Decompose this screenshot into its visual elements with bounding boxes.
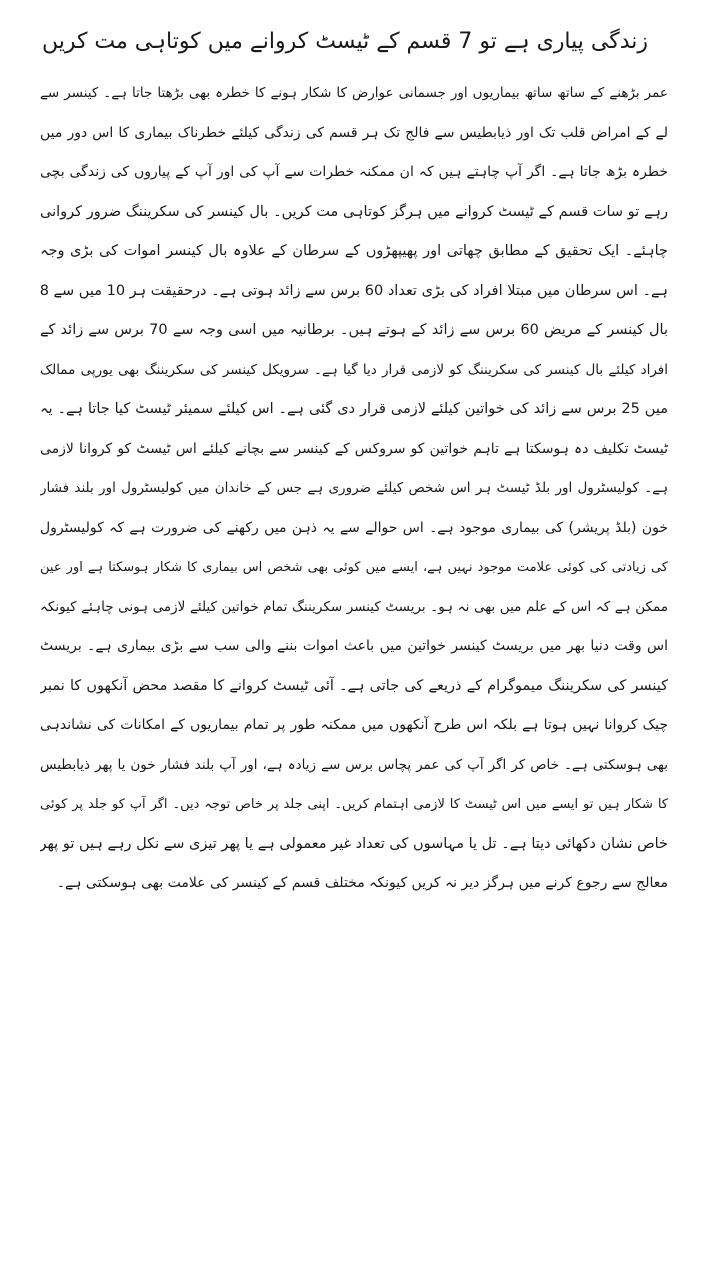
body-line: چاہئے۔ ایک تحقیق کے مطابق چھاتی اور پھیپھڑوں کے سرطان کے علاوہ بال کینسر اموات کی بڑی وجہ bbox=[40, 243, 668, 259]
body-line: کینسر کی سکریننگ میموگرام کے ذریعے کی جاتی ہے۔ آئی ٹیسٹ کروانے کا مقصد محض آنکھوں کا نمبر bbox=[40, 677, 668, 694]
body-line: بال کینسر کے مریض 60 برس سے زائد کے ہوتے ہیں۔ برطانیہ میں اسی وجہ سے 70 برس سے زائد کے bbox=[40, 322, 668, 338]
body-line: ہے۔ کولیسٹرول اور بلڈ ٹیسٹ ہر اس شخص کیلئے ضروری ہے جس کے خاندان میں کولیسٹرول اور بلند فشار bbox=[40, 480, 668, 496]
body-line: خون (بلڈ پریشر) کی بیماری موجود ہے۔ اس حوالے سے یہ ذہن میں رکھنے کی ضرورت ہے کہ کولیسٹرول bbox=[40, 519, 668, 536]
body-line: ٹیسٹ تکلیف دہ ہوسکتا ہے تاہم خواتین کو سروکس کے کینسر سے بچانے کیلئے اس ٹیسٹ کو کروانا لازمی bbox=[40, 440, 668, 457]
body-line: خطرہ بڑھ جاتا ہے۔ اگر آپ چاہتے ہیں کہ ان ممکنہ خطرات سے آپ کی اور آپ کے پیاروں کی زندگی بچی bbox=[40, 164, 668, 180]
article-title: زندگی پیاری ہے تو 7 قسم کے ٹیسٹ کروانے میں کوتاہی مت کریں bbox=[41, 29, 648, 54]
body-line: ہے۔ اس سرطان میں مبتلا افراد کی بڑی تعداد 60 برس سے زائد ہوتی ہے۔ درحقیقت ہر 10 میں سے 8 bbox=[40, 282, 668, 299]
body-line: ممکن ہے کہ اس کے علم میں بھی نہ ہو۔ بریسٹ کینسر سکریننگ تمام خواتین کیلئے لازمی ہونی چاہئے کیونکہ bbox=[40, 598, 668, 615]
body-line: لے کے امراض قلب تک اور ذیابطیس سے فالج تک ہر قسم کی زندگی کیلئے خطرناک بیماری کا اس دور میں bbox=[40, 124, 668, 141]
body-line: چیک کروانا نہیں ہوتا ہے بلکہ اس طرح آنکھوں میں ممکنہ طور پر تمام بیماریوں کے امکانات کی نشاندہی bbox=[40, 717, 668, 733]
body-line: کا شکار ہیں تو ایسے میں اس ٹیسٹ کا لازمی اہتمام کریں۔ اپنی جلد پر خاص توجہ دیں۔ اگر آپ کو جلد پر کوئی bbox=[40, 797, 668, 812]
body-line: بھی ہوسکتی ہے۔ خاص کر اگر آپ کی عمر پچاس برس سے زیادہ ہے، اور آپ بلند فشار خون یا پھر ذیابطیس bbox=[40, 756, 668, 773]
body-line: رہے تو سات قسم کے ٹیسٹ کروانے میں ہرگز کوتاہی مت کریں۔ بال کینسر کی سکریننگ ضرور کروانی bbox=[40, 203, 668, 220]
body-line: عمر بڑھنے کے ساتھ ساتھ بیماریوں اور جسمانی عوارض کا شکار ہونے کا خطرہ بھی بڑھتا جاتا ہے۔ کینسر سے bbox=[40, 85, 668, 101]
body-line: اس وقت دنیا بھر میں بریسٹ کینسر خواتین میں باعث اموات بننے والی سب سے بڑی بیماری ہے۔ بریسٹ bbox=[40, 638, 668, 654]
body-line: معالج سے رجوع کرنے میں ہرگز دیر نہ کریں کیونکہ مختلف قسم کے کینسر کی علامت بھی ہوسکتی ہے۔ bbox=[56, 875, 668, 891]
body-line: افراد کیلئے بال کینسر کی سکریننگ کو لازمی قرار دیا گیا ہے۔ سرویکل کینسر کی سکریننگ بھی یورپی ممالک bbox=[40, 361, 668, 378]
article-body bbox=[40, 74, 668, 904]
body-line: کی زیادتی کی کوئی علامت موجود نہیں ہے، ایسے میں کوئی بھی شخص اس بیماری کا شکار ہوسکتا ہے اور عین bbox=[40, 560, 668, 575]
body-line: میں 25 برس سے زائد کی خواتین کیلئے لازمی قرار دی گئی ہے۔ اس کیلئے سمیئر ٹیسٹ کیا جاتا ہے۔ یہ bbox=[40, 401, 668, 417]
body-line: خاص نشان دکھائی دیتا ہے۔ تل یا مہاسوں کی تعداد غیر معمولی ہے یا پھر تیزی سے نکل رہے ہیں تو پھر bbox=[40, 835, 668, 852]
